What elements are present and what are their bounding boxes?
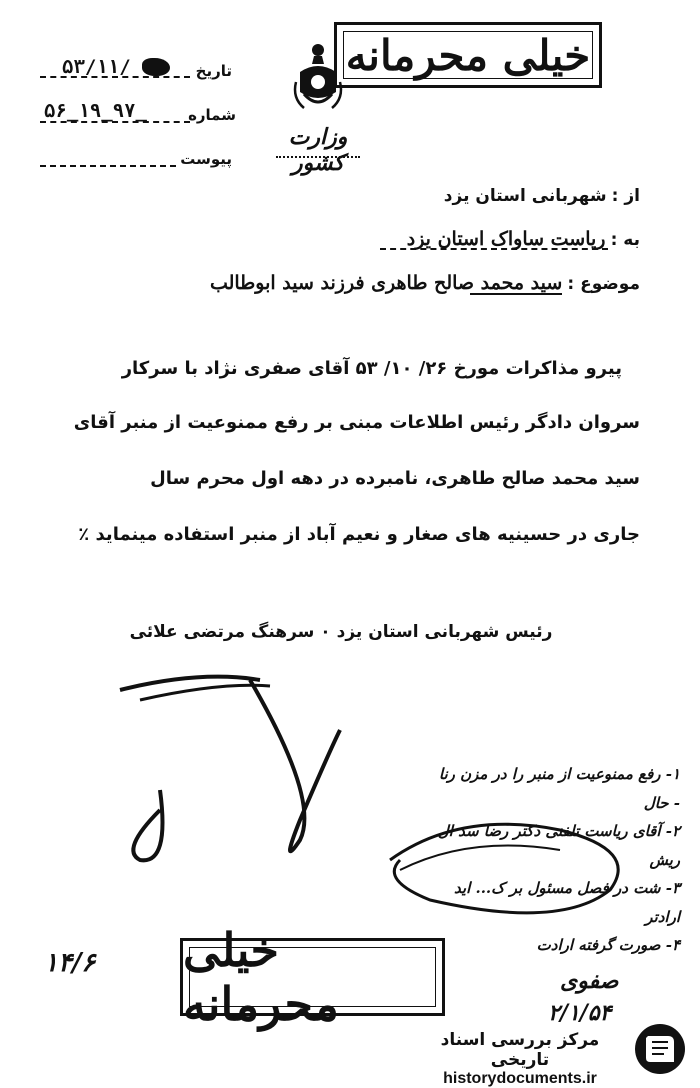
number-value: ۵۶_۱۹_۹۷_	[44, 100, 147, 122]
note-line-4: ۴- صورت گرفته ارادت	[536, 936, 680, 954]
body-line-3: سید محمد صالح طاهری، نامبرده در دهه اول محرم سال	[150, 468, 640, 489]
top-confidential-stamp	[334, 22, 602, 88]
to-label: به :	[610, 230, 640, 250]
watermark-en: historydocuments.ir	[443, 1070, 597, 1087]
note-line-3: ۳- شت در فصل مسئول بر ک... اید ارادتر	[454, 879, 680, 926]
from-row	[300, 186, 640, 206]
attachment-line	[40, 165, 176, 167]
handwritten-notes	[428, 760, 680, 960]
watermark-logo-icon	[632, 1022, 688, 1076]
subject-label: موضوع :	[567, 274, 640, 294]
signature-line: رئیس شهربانی استان یزد ۰ سرهنگ مرتضی علائی	[129, 622, 553, 642]
to-underline	[380, 248, 608, 250]
redaction-mark	[142, 58, 170, 76]
body-line-4: جاری در حسینیه های صغار و نعیم آباد از منبر استفاده مینماید ٪	[78, 524, 640, 545]
note-line-1: ۱- رفع ممنوعیت از منبر را در مزن رنا - حال	[438, 765, 680, 812]
attachment-label: پیوست	[180, 150, 232, 168]
top-stamp-text: خیلی محرمانه	[345, 30, 591, 80]
to-value: ریاست ساواک استان یزد	[406, 228, 606, 250]
handwritten-sign-date: ۲/۱/۵۴	[548, 1000, 612, 1026]
subject-strike	[470, 293, 562, 295]
subject-value: سید محمد صالح طاهری فرزند سید ابوطالب	[209, 272, 563, 294]
body-line-1: پیرو مذاکرات مورخ ۲۶/ ۱۰/ ۵۳ آقای صفری نژاد با سرکار	[121, 358, 622, 379]
subject-row	[150, 272, 640, 294]
body-line-2: سروان دادگر رئیس اطلاعات مبنی بر رفع ممنوعیت از منبر آقای	[73, 412, 640, 433]
date-value: ۵۳/۱۱/	[62, 56, 131, 78]
bottom-stamp-text: خیلی محرمانه	[183, 923, 339, 1031]
lion-sun-emblem-icon	[290, 38, 346, 118]
to-row	[300, 228, 640, 250]
number-label: شماره	[188, 106, 236, 124]
from-value: شهربانی استان یزد	[443, 186, 607, 206]
bottom-confidential-stamp	[180, 923, 445, 1031]
ministry-underline	[276, 156, 360, 158]
watermark-fa: مرکز بررسی اسناد تاریخی	[440, 1030, 600, 1070]
date-label: تاریخ	[195, 62, 232, 80]
watermark-text	[412, 1030, 628, 1088]
handwritten-sign: صفوی	[560, 968, 619, 994]
from-label: از :	[611, 186, 640, 206]
handwritten-date: ۱۴/۶	[44, 948, 96, 978]
note-line-2: ۲- آقای ریاست تلفنی دکتر رضا سد ال ریش	[437, 822, 680, 869]
ministry-name: وزارت کشور	[288, 124, 348, 176]
